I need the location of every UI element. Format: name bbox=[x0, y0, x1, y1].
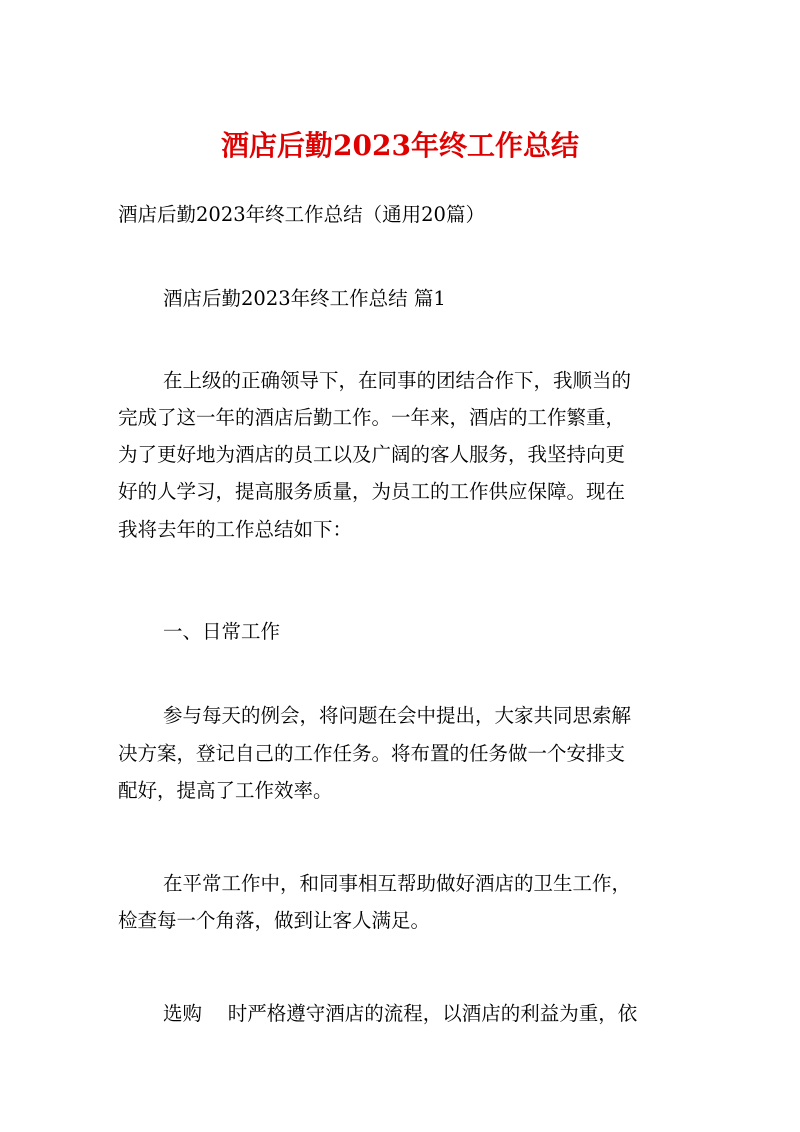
paragraph-line: 在上级的正确领导下，在同事的团结合作下，我顺当的 bbox=[163, 369, 632, 392]
section-heading: 酒店后勤2023年终工作总结 篇1 bbox=[163, 287, 446, 310]
paragraph-line: 决方案，登记自己的工作任务。将布置的任务做一个安排支 bbox=[118, 742, 626, 765]
paragraph-line: 选购 时严格遵守酒店的流程，以酒店的利益为重，依 bbox=[163, 1002, 638, 1025]
paragraph-line: 我将去年的工作总结如下： bbox=[118, 518, 353, 541]
paragraph-line: 好的人学习，提高服务质量，为员工的工作供应保障。现在 bbox=[118, 480, 626, 503]
document-subtitle: 酒店后勤2023年终工作总结（通用20篇） bbox=[118, 203, 485, 226]
paragraph-line: 在平常工作中，和同事相互帮助做好酒店的卫生工作， bbox=[163, 872, 632, 895]
paragraph-line: 完成了这一年的酒店后勤工作。一年来，酒店的工作繁重， bbox=[118, 406, 626, 429]
paragraph-line: 为了更好地为酒店的员工以及广阔的客人服务，我坚持向更 bbox=[118, 443, 626, 466]
paragraph-line: 配好，提高了工作效率。 bbox=[118, 779, 333, 802]
paragraph-line: 参与每天的例会，将问题在会中提出，大家共同思索解 bbox=[163, 704, 632, 727]
document-title: 酒店后勤2023年终工作总结 bbox=[221, 129, 579, 162]
paragraph-line: 检查每一个角落，做到让客人满足。 bbox=[118, 909, 431, 932]
subsection-heading: 一、日常工作 bbox=[163, 620, 281, 643]
